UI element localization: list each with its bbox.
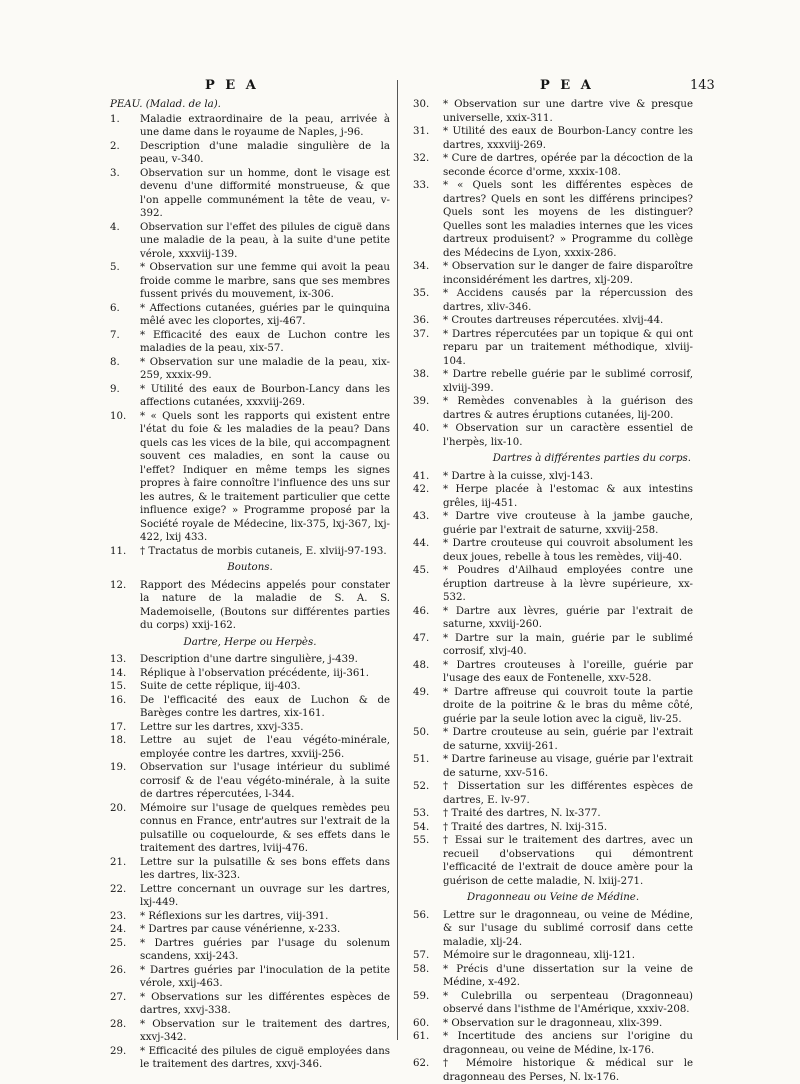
entry-text: * Dartre farineuse au visage, guérie par l'extrait de saturne, xxv-516.: [443, 754, 693, 779]
entry-number: 60.: [413, 1017, 430, 1029]
entry-text: Lettre sur la pulsatille & ses bons effets dans les dartres, lix-323.: [140, 856, 390, 881]
index-entry: [413, 564, 693, 605]
entry-text: * Observations sur les différentes espèces de dartres, xxvj-338.: [140, 991, 390, 1016]
entry-text: Lettre sur les dartres, xxvj-335.: [140, 721, 304, 733]
index-entry: [110, 937, 390, 964]
entry-text: * Utilité des eaux de Bourbon-Lancy contre les dartres, xxxviij-269.: [443, 126, 693, 151]
page-number: 143: [690, 78, 715, 93]
index-entry: [110, 221, 390, 262]
entry-number: 20.: [110, 802, 127, 814]
index-entry: [413, 909, 693, 950]
index-entry: [413, 1017, 693, 1031]
index-entry: [110, 802, 390, 856]
index-entry: [110, 140, 390, 167]
entry-text: * « Quels sont les différentes espèces de dartres? Quels en sont les différens principes? Quels sont les moyens de les distinguer? Quelles sont les maladies internes que les vices dartreux produisent? » Programme du collège des Médecins de Lyon, xxxix-286.: [443, 180, 693, 259]
entry-text: * Dartres répercutées par un topique & qui ont reparu par un traitement méthodique, xlviij-104.: [443, 328, 693, 367]
index-entry: [413, 510, 693, 537]
index-entry: [110, 1018, 390, 1045]
index-entry: [413, 963, 693, 990]
entry-number: 61.: [413, 1031, 430, 1042]
entry-text: * Remèdes convenables à la guérison des dartres & autres éruptions cutanées, lij-200.: [443, 396, 693, 421]
entry-text: * Utilité des eaux de Bourbon-Lancy dans les affections cutanées, xxxviij-269.: [140, 383, 390, 408]
entry-number: 58.: [413, 963, 430, 975]
index-entry: [413, 821, 693, 835]
entry-text: Observation sur l'usage intérieur du sublimé corrosif & de l'eau végéto-minérale, à la suite de dartres répercutées, l-344.: [140, 762, 390, 800]
entry-number: 13.: [110, 654, 127, 665]
index-entry: [413, 659, 693, 686]
index-entry: [413, 422, 693, 449]
index-entry: [413, 470, 693, 484]
entry-text: * Efficacité des pilules de ciguë employées dans le traitement des dartres, xxvj-346.: [140, 1045, 390, 1070]
entry-number: 51.: [413, 754, 430, 765]
entry-text: * Dartre vive crouteuse à la jambe gauche, guérie par l'extrait de saturne, xxviij-258.: [443, 511, 693, 536]
entry-number: 37.: [413, 328, 430, 340]
entry-text: * « Quels sont les rapports qui existent entre l'état du foie & les maladies de la peau? Dans quels cas les vices de la bile, qui accompagnent souvent ces maladies, en sont la cause ou l'effet? Indiquer en même temps les signes propres à faire connoître l'influence des uns sur les autres, & le traitement particulier que cette influence exige? » Programme proposé par la Société royale de Médecine, lix-375, lxj-367, lxj-422, lxij 433.: [140, 410, 390, 543]
entry-number: 14.: [110, 667, 127, 679]
entry-text: Mémoire sur l'usage de quelques remèdes peu connus en France, entr'autres sur l'extrait de la pulsatille ou coquelourde, & ses effets dans le traitement des dartres, lviij-476.: [140, 802, 390, 854]
index-entry: [110, 680, 390, 694]
entry-text: * Cure de dartres, opérée par la décoction de la seconde écorce d'orme, xxxix-108.: [443, 153, 693, 178]
index-entry: [110, 383, 390, 410]
index-entry: [413, 260, 693, 287]
entry-text: * Dartre aux lèvres, guérie par l'extrait de saturne, xxviij-260.: [443, 605, 693, 630]
entry-number: 3.: [110, 167, 120, 179]
entry-number: 44.: [413, 538, 430, 549]
section-heading: Dragonneau ou Veine de Médine.: [466, 892, 640, 903]
entry-number: 53.: [413, 808, 430, 819]
index-entry: [413, 686, 693, 727]
index-entry: [413, 807, 693, 821]
entry-number: 48.: [413, 659, 430, 671]
entry-text: * Dartre sur la main, guérie par le sublimé corrosif, xlvj-40.: [443, 632, 693, 657]
index-entry: [110, 545, 390, 559]
entry-text: * Affections cutanées, guéries par le quinquina mêlé avec les cloportes, xij-467.: [140, 302, 390, 327]
entry-number: 9.: [110, 383, 120, 395]
index-entry: [110, 302, 390, 329]
entry-number: 6.: [110, 302, 120, 314]
index-entry: [413, 287, 693, 314]
entry-number: 36.: [413, 315, 430, 326]
entry-number: 24.: [110, 924, 127, 935]
section-heading: Boutons.: [227, 562, 273, 573]
index-entry: [110, 964, 390, 991]
left-column: [110, 98, 390, 1072]
entry-number: 26.: [110, 964, 127, 976]
entry-text: * Herpe placée à l'estomac & aux intestins grêles, iij-451.: [443, 484, 693, 509]
entry-text: * Dartres guéries par l'usage du solenum scandens, xxij-243.: [140, 937, 390, 962]
entry-text: * Observation sur le traitement des dartres, xxvj-342.: [140, 1018, 390, 1043]
entry-text: † Essai sur le traitement des dartres, avec un recueil d'observations qui démontrent l'efficacité de l'extrait de douce amère pour la guérison de cette maladie, N. lxiij-271.: [443, 835, 693, 887]
entry-number: 5.: [110, 262, 120, 273]
index-entry: [110, 721, 390, 735]
entry-text: * Accidens causés par la répercussion des dartres, xliv-346.: [443, 288, 693, 313]
entry-text: * Observation sur une dartre vive & presque universelle, xxix-311.: [443, 99, 693, 124]
index-entry: [110, 667, 390, 681]
index-entry: [110, 579, 390, 633]
entry-number: 2.: [110, 140, 120, 152]
entry-text: † Mémoire historique & médical sur le dragonneau des Perses, N. lx-176.: [443, 1058, 693, 1083]
column-divider: [397, 80, 398, 1040]
running-head-left: P E A: [205, 78, 259, 93]
entry-text: * Observation sur une femme qui avoit la peau froide comme le marbre, sans que ses membres fussent privés du mouvement, ix-306.: [140, 262, 390, 300]
index-entry: [110, 329, 390, 356]
index-entry: [413, 98, 693, 125]
entry-text: † Tractatus de morbis cutaneis, E. xlviij-97-193.: [140, 545, 387, 557]
entry-text: Lettre sur le dragonneau, ou veine de Médine, & sur l'usage du sublimé corrosif dans cette maladie, xlj-24.: [443, 909, 693, 948]
entry-text: * Observation sur une maladie de la peau, xix-259, xxxix-99.: [140, 356, 390, 381]
entry-number: 55.: [413, 835, 430, 846]
entry-number: 46.: [413, 605, 430, 617]
entry-text: * Précis d'une dissertation sur la veine de Médine, x-492.: [443, 963, 693, 988]
section-heading: Dartres à différentes parties du corps.: [492, 453, 691, 464]
entry-number: 1.: [110, 113, 120, 125]
entry-text: * Dartres crouteuses à l'oreille, guérie par l'usage des eaux de Fontenelle, xxv-528.: [443, 659, 693, 684]
index-entry: [110, 410, 390, 545]
entry-number: 43.: [413, 511, 430, 522]
index-entry: [413, 328, 693, 369]
entry-number: 45.: [413, 565, 430, 576]
index-entry: [413, 483, 693, 510]
index-entry: [413, 125, 693, 152]
entry-text: * Dartre crouteuse qui couvroit absolument les deux joues, rebelle à tous les remèdes, viij-40.: [443, 538, 693, 563]
index-entry: [413, 949, 693, 963]
entry-number: 11.: [110, 545, 127, 557]
entry-number: 19.: [110, 762, 127, 773]
entry-text: † Traité des dartres, N. lx-377.: [443, 808, 601, 819]
index-entry: [413, 834, 693, 888]
entry-number: 38.: [413, 369, 430, 380]
index-entry: [413, 179, 693, 260]
entry-number: 50.: [413, 727, 430, 738]
index-entry: [110, 356, 390, 383]
entry-text: Lettre concernant un ouvrage sur les dartres, lxj-449.: [140, 883, 390, 908]
entry-number: 31.: [413, 126, 430, 137]
entry-text: Description d'une maladie singulière de la peau, v-340.: [140, 140, 390, 165]
index-entry: [413, 605, 693, 632]
entry-text: * Dartre à la cuisse, xlvj-143.: [443, 470, 594, 482]
entry-number: 57.: [413, 950, 430, 961]
entry-number: 25.: [110, 937, 127, 949]
index-entry: [110, 653, 390, 667]
right-column: [413, 98, 693, 1084]
index-entry: [413, 537, 693, 564]
entry-number: 16.: [110, 694, 127, 706]
entry-text: * Poudres d'Ailhaud employées contre une éruption dartreuse à la lèvre supérieure, xx-532.: [443, 565, 693, 603]
entry-text: * Culebrilla ou serpenteau (Dragonneau) observé dans l'isthme de l'Amérique, xxxiv-208.: [443, 990, 693, 1015]
entry-number: 42.: [413, 484, 430, 495]
entry-number: 54.: [413, 821, 430, 833]
entry-number: 27.: [110, 991, 127, 1003]
index-entry: [413, 753, 693, 780]
index-entry: [110, 261, 390, 302]
index-entry: [413, 726, 693, 753]
section-heading: PEAU. (Malad. de la).: [110, 99, 221, 110]
entry-number: 23.: [110, 910, 127, 922]
index-entry: [110, 761, 390, 802]
entry-number: 32.: [413, 153, 430, 164]
entry-text: * Observation sur un caractère essentiel de l'herpès, lix-10.: [443, 423, 693, 448]
index-entry: [110, 694, 390, 721]
index-entry: [413, 1057, 693, 1084]
entry-text: * Dartre affreuse qui couvroit toute la partie droite de la poitrine & le bras du même côté, guérie par la seule lotion avec la ciguë, liv-25.: [443, 686, 693, 725]
entry-number: 12.: [110, 579, 127, 591]
index-entry: [110, 991, 390, 1018]
entry-text: † Dissertation sur les différentes espèces de dartres, E. lv-97.: [443, 781, 693, 806]
section-heading: Dartre, Herpe ou Herpès.: [183, 636, 317, 648]
entry-text: * Observation sur le dragonneau, xlix-399.: [443, 1017, 663, 1029]
index-entry: [110, 113, 390, 140]
index-entry: [110, 883, 390, 910]
entry-number: 47.: [413, 632, 430, 644]
entry-number: 22.: [110, 883, 127, 895]
entry-number: 49.: [413, 686, 430, 698]
entry-number: 56.: [413, 909, 430, 921]
index-entry: [110, 923, 390, 937]
entry-text: * Dartres par cause vénérienne, x-233.: [140, 924, 341, 935]
entry-number: 35.: [413, 288, 430, 299]
entry-number: 62.: [413, 1058, 430, 1069]
entry-text: * Dartre rebelle guérie par le sublimé corrosif, xlviij-399.: [443, 369, 693, 394]
index-entry: [413, 368, 693, 395]
entry-number: 8.: [110, 356, 120, 368]
entry-number: 29.: [110, 1045, 127, 1057]
entry-text: † Traité des dartres, N. lxij-315.: [443, 821, 608, 833]
index-entry: [110, 856, 390, 883]
entry-text: Observation sur un homme, dont le visage est devenu d'une difformité monstrueuse, & que l'on appelle communément la tête de veau, v-392.: [140, 167, 390, 219]
entry-number: 33.: [413, 180, 430, 191]
entry-text: * Efficacité des eaux de Luchon contre les maladies de la peau, xix-57.: [140, 329, 390, 354]
entry-text: Rapport des Médecins appelés pour constater la nature de la maladie de S. A. S. Mademoiselle, (Boutons sur différentes parties du corps) xxij-162.: [140, 579, 390, 631]
index-entry: [110, 1045, 390, 1072]
entry-text: Réplique à l'observation précédente, iij-361.: [140, 667, 370, 679]
index-entry: [413, 314, 693, 328]
entry-number: 30.: [413, 99, 430, 110]
entry-number: 17.: [110, 721, 127, 733]
index-entry: [110, 910, 390, 924]
entry-number: 40.: [413, 423, 430, 434]
entry-number: 7.: [110, 329, 120, 341]
entry-number: 28.: [110, 1018, 127, 1030]
entry-number: 4.: [110, 221, 120, 233]
entry-number: 41.: [413, 470, 430, 482]
entry-number: 18.: [110, 735, 127, 746]
entry-number: 10.: [110, 410, 127, 422]
entry-number: 15.: [110, 681, 127, 692]
index-entry: [110, 734, 390, 761]
entry-text: Observation sur l'effet des pilules de ciguë dans une maladie de la peau, à la suite d'une petite vérole, xxxviij-139.: [140, 221, 390, 260]
entry-number: 59.: [413, 990, 430, 1002]
entry-text: * Observation sur le danger de faire disparoître inconsidérément les dartres, xlj-209.: [443, 261, 693, 286]
entry-text: Lettre au sujet de l'eau végéto-minérale, employée contre les dartres, xxviij-256.: [140, 735, 390, 760]
entry-number: 21.: [110, 856, 127, 868]
entry-number: 34.: [413, 261, 430, 272]
index-entry: [413, 990, 693, 1017]
running-head-right: P E A: [540, 78, 594, 93]
index-entry: [413, 152, 693, 179]
index-entry: [110, 167, 390, 221]
entry-number: 39.: [413, 396, 430, 407]
entry-number: 52.: [413, 781, 430, 792]
entry-text: Description d'une dartre singulière, j-439.: [140, 654, 358, 665]
entry-text: * Incertitude des anciens sur l'origine du dragonneau, ou veine de Médine, lx-176.: [443, 1031, 693, 1056]
index-entry: [413, 632, 693, 659]
index-entry: [413, 395, 693, 422]
entry-text: Maladie extraordinaire de la peau, arrivée à une dame dans le royaume de Naples, j-96.: [140, 113, 390, 138]
entry-text: Mémoire sur le dragonneau, xlij-121.: [443, 950, 636, 961]
entry-text: * Réflexions sur les dartres, viij-391.: [140, 910, 329, 922]
entry-text: * Croutes dartreuses répercutées. xlvij-44.: [443, 315, 664, 326]
entry-text: * Dartre crouteuse au sein, guérie par l'extrait de saturne, xxviij-261.: [443, 727, 693, 752]
entry-text: * Dartres guéries par l'inoculation de la petite vérole, xxij-463.: [140, 964, 390, 989]
entry-text: De l'efficacité des eaux de Luchon & de Barèges contre les dartres, xix-161.: [140, 694, 390, 719]
index-entry: [413, 780, 693, 807]
entry-text: Suite de cette réplique, iij-403.: [140, 681, 301, 692]
